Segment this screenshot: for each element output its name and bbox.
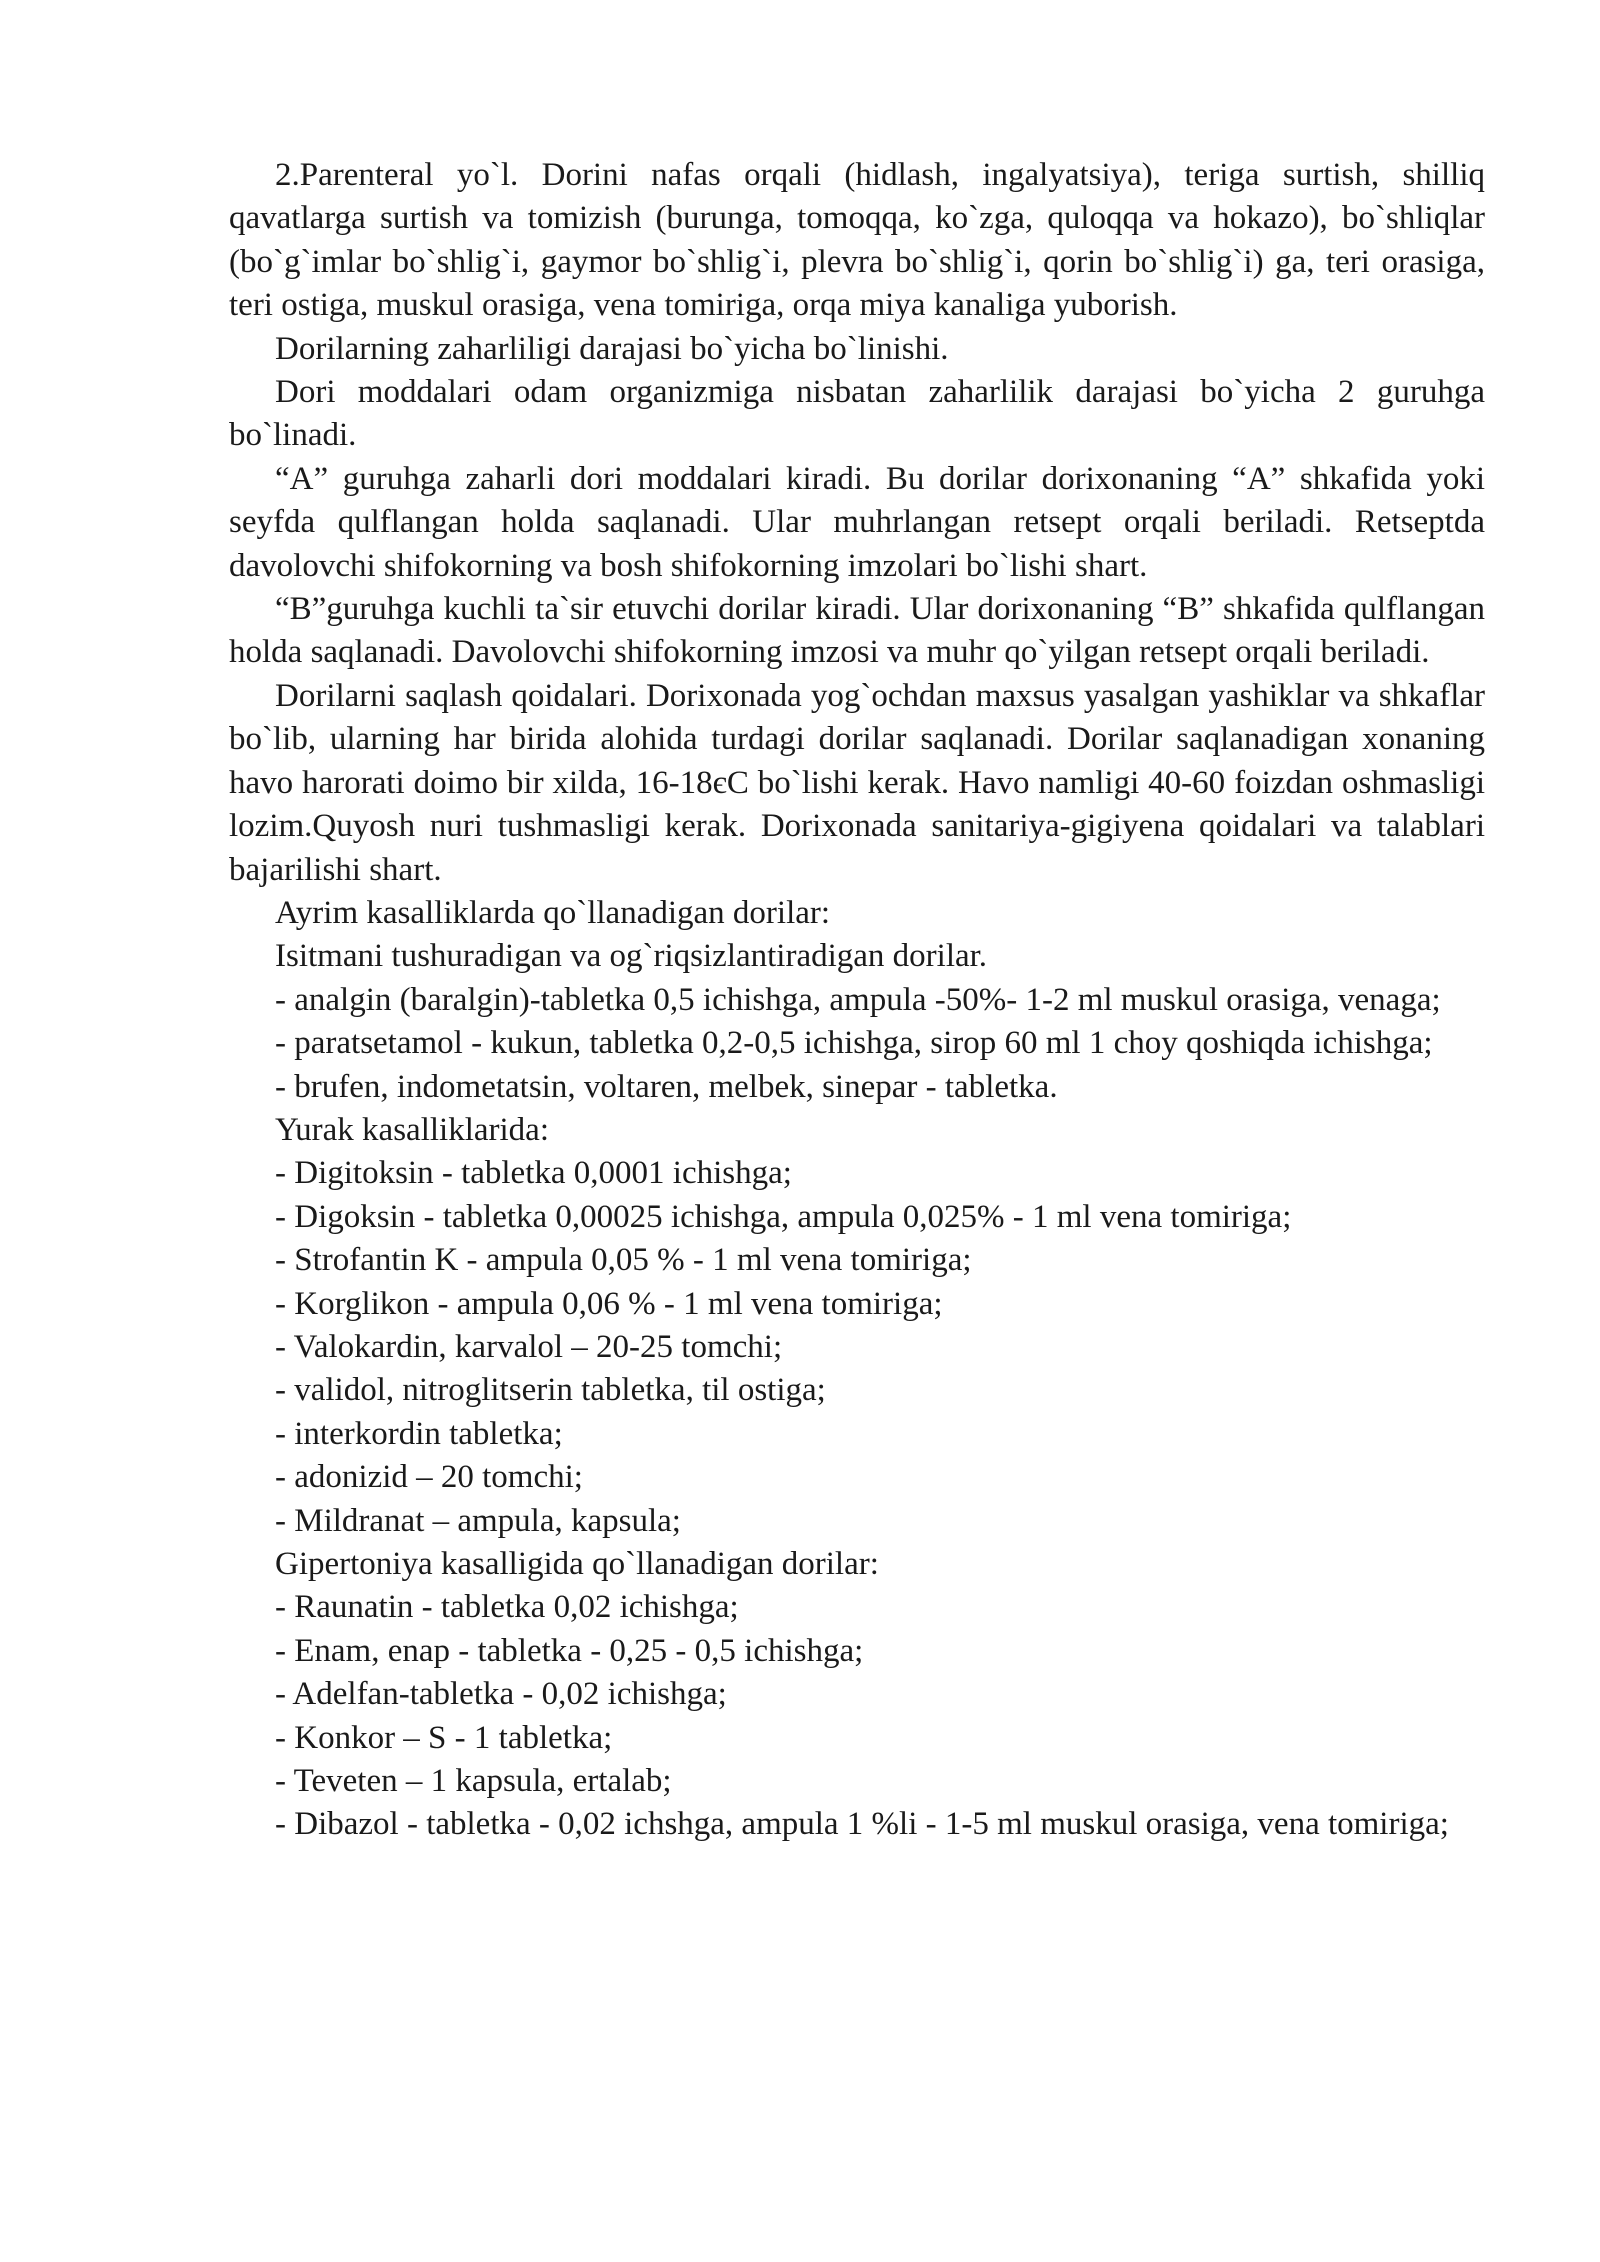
heading-toxicity-classification: Dorilarning zaharliligi darajasi bo`yicha bo`linishi. — [275, 330, 949, 367]
list-item-dibazol: - Dibazol - tabletka - 0,02 ichshga, ampula 1 %li - 1-5 ml muskul orasiga, vena tomiriga; — [275, 1806, 1449, 1843]
list-item-mildranat: - Mildranat – ampula, kapsula; — [275, 1502, 681, 1539]
list-item-teveten: - Teveten – 1 kapsula, ertalab; — [275, 1763, 672, 1800]
list-item-korglikon: - Korglikon - ampula 0,06 % - 1 ml vena tomiriga; — [275, 1285, 943, 1322]
list-item-brufen: - brufen, indometatsin, voltaren, melbek, sinepar - tabletka. — [275, 1068, 1058, 1105]
list-item-valokardin: - Valokardin, karvalol – 20-25 tomchi; — [275, 1328, 783, 1365]
list-item-interkordin: - interkordin tabletka; — [275, 1415, 563, 1452]
paragraph-parenteral-route: 2.Parenteral yo`l. Dorini nafas orqali (hidlash, ingalyatsiya), teriga surtish, shilliq qavatlarga surtish va tomizish (burunga, tomoqqa, ko`zga, quloqqa va hokazo), bo`shliqlar (bo`g`imlar bo`shlig`i, gaymor bo`shlig`i, plevra bo`shlig`i, qorin bo`shlig`i) ga, teri orasiga, teri ostiga, muskul orasiga, vena tomiriga, orqa miya kanaliga yuborish. — [229, 157, 1485, 324]
list-item-digitoksin: - Digitoksin - tabletka 0,0001 ichishga; — [275, 1155, 792, 1192]
heading-heart-diseases: Yurak kasalliklarida: — [275, 1111, 549, 1148]
heading-antipyretic-drugs: Isitmani tushuradigan va og`riqsizlantiradigan dorilar. — [275, 938, 988, 975]
list-item-adelfan: - Adelfan-tabletka - 0,02 ichishga; — [275, 1676, 727, 1713]
document-page — [229, 154, 1485, 1847]
list-item-konkor: - Konkor – S - 1 tabletka; — [275, 1719, 613, 1756]
list-item-validol: - validol, nitroglitserin tabletka, til ostiga; — [275, 1372, 826, 1409]
paragraph-toxicity-groups: Dori moddalari odam organizmiga nisbatan zaharlilik darajasi bo`yicha 2 guruhga bo`linadi. — [229, 374, 1485, 454]
list-item-strofantin: - Strofantin K - ampula 0,05 % - 1 ml vena tomiriga; — [275, 1242, 972, 1279]
heading-drugs-by-disease: Ayrim kasalliklarda qo`llanadigan dorilar: — [275, 894, 831, 931]
list-item-raunatin: - Raunatin - tabletka 0,02 ichishga; — [275, 1589, 739, 1626]
paragraph-group-b: “B”guruhga kuchli ta`sir etuvchi dorilar kiradi. Ular dorixonaning “B” shkafida qulflangan holda saqlanadi. Davolovchi shifokorning imzosi va muhr qo`yilgan retsept orqali beriladi. — [229, 591, 1485, 671]
list-item-digoksin: - Digoksin - tabletka 0,00025 ichishga, ampula 0,025% - 1 ml vena tomiriga; — [275, 1198, 1292, 1235]
list-item-enam: - Enam, enap - tabletka - 0,25 - 0,5 ichishga; — [275, 1632, 864, 1669]
heading-hypertension-drugs: Gipertoniya kasalligida qo`llanadigan dorilar: — [275, 1546, 879, 1582]
list-item-adonizid: - adonizid – 20 tomchi; — [275, 1459, 583, 1496]
list-item-analgin: - analgin (baralgin)-tabletka 0,5 ichishga, ampula -50%- 1-2 ml muskul orasiga, venaga; — [275, 981, 1441, 1018]
paragraph-group-a: “A” guruhga zaharli dori moddalari kiradi. Bu dorilar dorixonaning “A” shkafida yoki seyfda qulflangan holda saqlanadi. Ular muhrlangan retsept orqali beriladi. Retseptda davolovchi shifokorning va bosh shifokorning imzolari bo`lishi shart. — [229, 460, 1485, 584]
list-item-paratsetamol: - paratsetamol - kukun, tabletka 0,2-0,5 ichishga, sirop 60 ml 1 choy qoshiqda ichishga; — [275, 1025, 1433, 1062]
paragraph-storage-rules: Dorilarni saqlash qoidalari. Dorixonada yog`ochdan maxsus yasalgan yashiklar va shkaflar bo`lib, ularning har birida alohida turdagi dorilar saqlanadi. Dorilar saqlanadigan xonaning havo harorati doimo bir xilda, 16-18єC bo`lishi kerak. Havo namligi 40-60 foizdan oshmasligi lozim.Quyosh nuri tushmasligi kerak. Dorixonada sanitariya-gigiyena qoidalari va talablari bajarilishi shart. — [229, 677, 1485, 888]
